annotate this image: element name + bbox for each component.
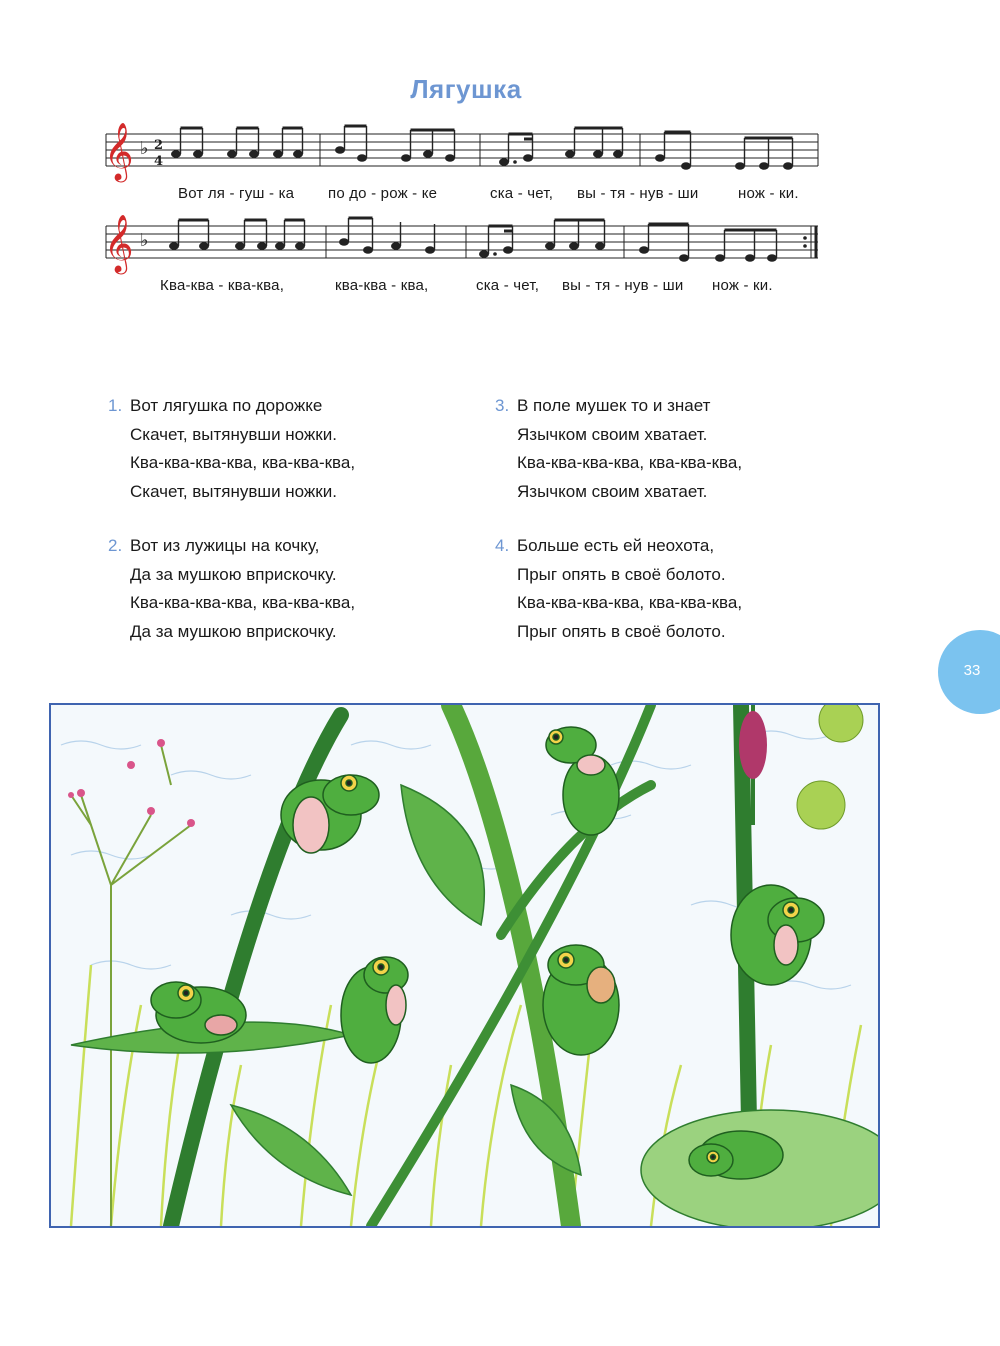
page-number: 33: [963, 662, 981, 679]
lyric-syllables: Ква-ква - ква-ква,: [160, 277, 285, 294]
flat-sign-icon: ♭: [140, 138, 149, 159]
lyric-syllables: по до - рож - ке: [328, 185, 438, 202]
verse-line: Вот из лужицы на кочку,: [130, 536, 320, 555]
verse-line: Ква-ква-ква-ква, ква-ква-ква,: [130, 453, 356, 472]
treble-clef-icon: 𝄞: [104, 122, 134, 180]
frog-icon: [341, 957, 408, 1063]
frog-icon: [546, 727, 619, 835]
verse-number: 4.: [495, 536, 510, 555]
verse-line: Да за мушкою вприскочку.: [130, 564, 337, 584]
lyric-syllables: ска - чет,: [490, 185, 554, 202]
frog-icon: [731, 885, 824, 985]
verse-2: [108, 532, 356, 646]
verse-1: [108, 392, 356, 506]
lyric-syllables: Вот ля - гуш - ка: [178, 185, 295, 202]
svg-text:2: 2: [154, 138, 164, 153]
verse-line: Вот лягушка по дорожке: [130, 396, 323, 415]
notes-staff-1: [171, 126, 793, 170]
verse-3: [495, 392, 743, 506]
lyric-syllables: вы - тя - нув - ши: [562, 277, 684, 294]
lyric-syllables: вы - тя - нув - ши: [577, 185, 699, 202]
song-title: Лягушка: [410, 74, 522, 104]
flat-sign-icon: ♭: [140, 230, 149, 251]
lyric-syllables: ква-ква - ква,: [335, 277, 429, 294]
verse-number: 2.: [108, 536, 123, 555]
verse-line: Ква-ква-ква-ква, ква-ква-ква,: [517, 593, 743, 612]
verse-line: Язычком своим хватает.: [517, 481, 708, 501]
verse-line: Прыг опять в своё болото.: [517, 564, 726, 584]
verse-line: Больше есть ей неохота,: [517, 536, 715, 555]
lyric-syllables: нож - ки.: [738, 185, 799, 202]
svg-text:4: 4: [154, 154, 164, 169]
notes-staff-2: [169, 218, 777, 262]
frog-icon: [543, 945, 619, 1055]
treble-clef-icon: 𝄞: [104, 214, 134, 272]
verse-4: [495, 532, 743, 646]
lyric-syllables: нож - ки.: [712, 277, 773, 294]
verse-line: Ква-ква-ква-ква, ква-ква-ква,: [130, 593, 356, 612]
verse-line: Скачет, вытянувши ножки.: [130, 481, 337, 501]
verse-line: Да за мушкою вприскочку.: [130, 621, 337, 641]
verse-line: Скачет, вытянувши ножки.: [130, 424, 337, 444]
frogs-drawing: [51, 705, 878, 1226]
music-staff-1: [100, 120, 820, 184]
verse-line: В поле мушек то и знает: [517, 396, 711, 415]
music-staff-2: [100, 212, 820, 276]
verse-number: 3.: [495, 396, 510, 415]
lyrics-row-1: [100, 185, 820, 205]
frogs-illustration: [49, 703, 880, 1228]
verse-line: Прыг опять в своё болото.: [517, 621, 726, 641]
lyrics-row-2: [100, 277, 820, 297]
verse-line: Ква-ква-ква-ква, ква-ква-ква,: [517, 453, 743, 472]
verse-line: Язычком своим хватает.: [517, 424, 708, 444]
verse-number: 1.: [108, 396, 123, 415]
lyric-syllables: ска - чет,: [476, 277, 540, 294]
